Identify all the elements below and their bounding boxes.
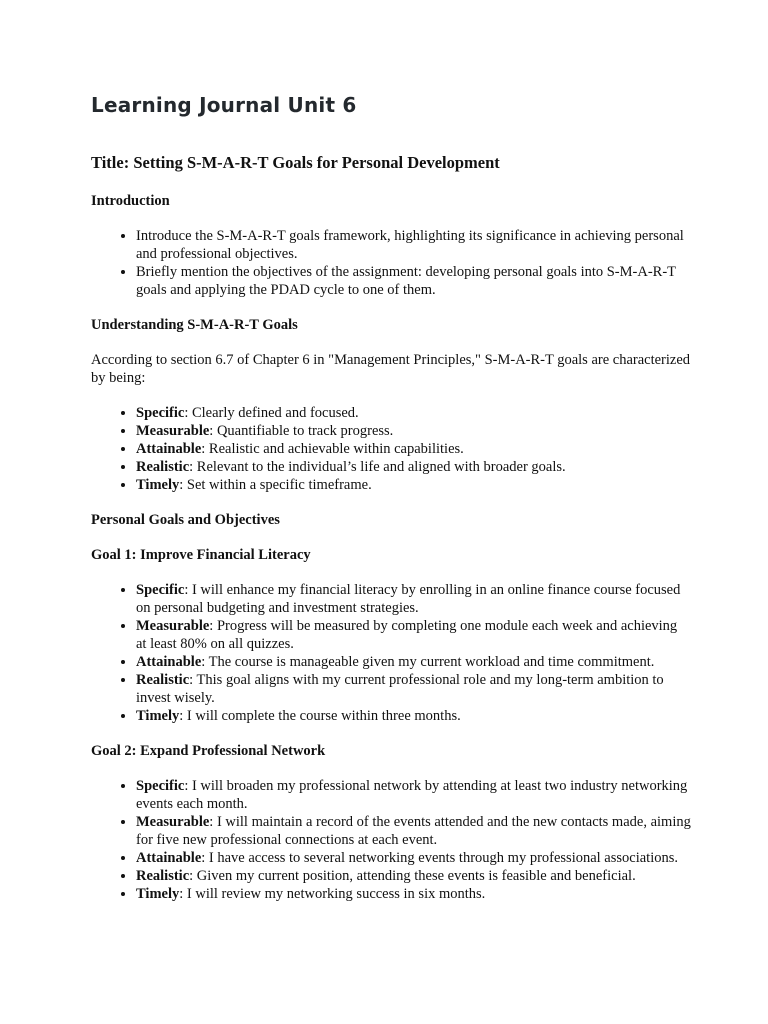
term-label: Specific	[136, 778, 185, 794]
term-label: Realistic	[136, 868, 190, 884]
list-item	[136, 813, 691, 849]
term-description: : I will review my networking success in six months.	[179, 886, 486, 902]
term-label: Measurable	[136, 423, 210, 439]
term-description: : Progress will be measured by completing one module each week and achieving at least 80% on all quizzes.	[136, 618, 678, 652]
term-description: : I will enhance my financial literacy by enrolling in an online finance course focused on personal budgeting and investment strategies.	[136, 582, 681, 616]
term-label: Measurable	[136, 618, 210, 634]
term-description: : Set within a specific timeframe.	[179, 477, 372, 493]
term-description: : Realistic and achievable within capabilities.	[201, 441, 464, 457]
term-label: Specific	[136, 405, 185, 421]
term-label: Timely	[136, 886, 180, 902]
list-item	[136, 777, 691, 813]
list-item	[136, 476, 691, 494]
term-description: : Clearly defined and focused.	[184, 405, 359, 421]
term-label: Timely	[136, 477, 180, 493]
understanding-paragraph: According to section 6.7 of Chapter 6 in "Management Principles," S-M-A-R-T goals are characterized by being:	[91, 352, 691, 386]
goal1-list	[91, 581, 691, 725]
term-label: Realistic	[136, 459, 190, 475]
document-title: Title: Setting S-M-A-R-T Goals for Personal Development	[91, 153, 500, 172]
term-label: Realistic	[136, 672, 190, 688]
list-item	[136, 404, 691, 422]
list-item	[136, 653, 691, 671]
list-item	[136, 422, 691, 440]
list-item	[136, 849, 691, 867]
term-description: : Relevant to the individual’s life and aligned with broader goals.	[189, 459, 566, 475]
term-label: Attainable	[136, 441, 202, 457]
list-item	[136, 617, 691, 653]
list-item	[136, 458, 691, 476]
term-label: Measurable	[136, 814, 210, 830]
term-description: : I will complete the course within three months.	[179, 708, 461, 724]
personal-goals-heading: Personal Goals and Objectives	[91, 512, 280, 528]
list-item	[136, 707, 691, 725]
list-item	[136, 885, 691, 903]
page-heading: Learning Journal Unit 6	[91, 93, 357, 117]
term-label: Attainable	[136, 654, 202, 670]
document-page	[91, 92, 691, 920]
goal1-heading: Goal 1: Improve Financial Literacy	[91, 547, 311, 563]
goal2-list	[91, 777, 691, 903]
understanding-heading: Understanding S-M-A-R-T Goals	[91, 317, 298, 333]
goal2-heading: Goal 2: Expand Professional Network	[91, 743, 326, 759]
introduction-heading: Introduction	[91, 193, 170, 209]
term-description: : I will broaden my professional network by attending at least two industry networking events each month.	[136, 778, 688, 812]
list-item: • Briefly mention the objectives of the assignment: developing personal goals into S-M-A-R-T goals and applying the PDAD cycle to one of them.	[136, 263, 691, 299]
term-label: Attainable	[136, 850, 202, 866]
term-description: : I will maintain a record of the events attended and the new contacts made, aiming for five new professional connections at each event.	[136, 814, 691, 848]
term-description: : Given my current position, attending these events is feasible and beneficial.	[189, 868, 636, 884]
list-item: • Introduce the S-M-A-R-T goals framework, highlighting its significance in achieving personal and professional objectives.	[136, 227, 691, 263]
term-label: Timely	[136, 708, 180, 724]
list-item	[136, 671, 691, 707]
term-label: Specific	[136, 582, 185, 598]
list-item	[136, 867, 691, 885]
term-description: : This goal aligns with my current professional role and my long-term ambition to invest wisely.	[136, 672, 664, 706]
list-item	[136, 581, 691, 617]
list-item	[136, 440, 691, 458]
term-description: : I have access to several networking events through my professional associations.	[201, 850, 679, 866]
introduction-list	[91, 227, 691, 299]
term-description: : Quantifiable to track progress.	[209, 423, 394, 439]
smart-criteria-list	[91, 404, 691, 494]
term-description: : The course is manageable given my current workload and time commitment.	[201, 654, 655, 670]
